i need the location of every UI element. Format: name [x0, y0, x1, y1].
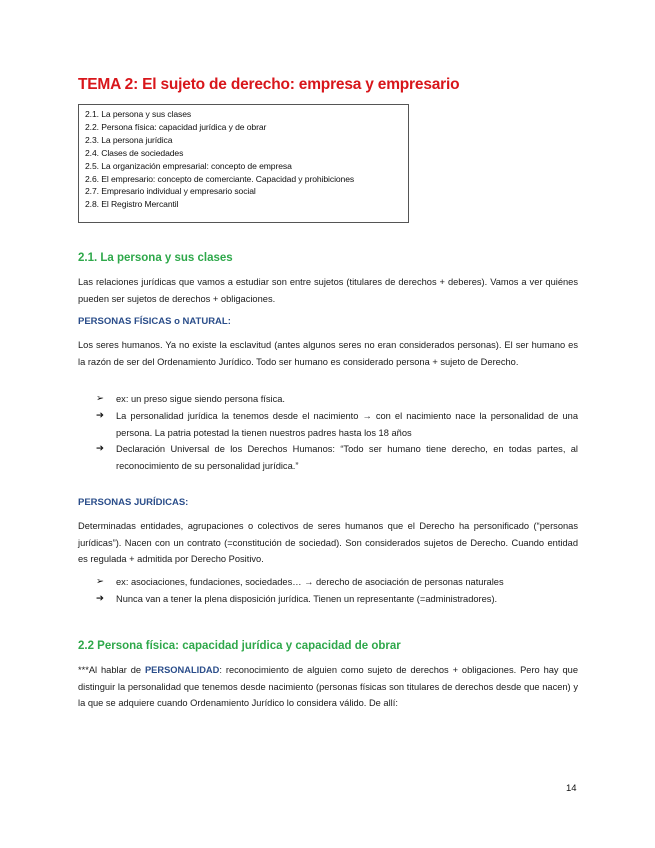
paragraph-prefix: ***Al hablar de	[78, 665, 145, 675]
table-of-contents	[78, 104, 409, 223]
personas-juridicas-paragraph: Determinadas entidades, agrupaciones o colectivos de seres humanos que el Derecho ha personificado (“personas jurídicas”). Nacen con un contrato (=constitución de sociedad). Son considerados sujetos de Derecho. Cuando entidad es regulada + admitida por Derecho Positivo.	[78, 521, 578, 564]
list-item	[96, 591, 578, 608]
intro-paragraph: Las relaciones jurídicas que vamos a estudiar son entre sujetos (titulares de derechos + deberes). Vamos a ver quiénes pueden ser sujetos de derechos + obligaciones.	[78, 277, 578, 304]
toc-item: 2.6. El empresario: concepto de comerciante. Capacidad y prohibiciones	[85, 173, 355, 184]
toc-item: 2.5. La organización empresarial: concepto de empresa	[85, 160, 292, 171]
list-item	[96, 391, 578, 408]
toc-item: 2.4. Clases de sociedades	[85, 147, 184, 158]
list-item-text: ex: un preso sigue siendo persona física.	[116, 394, 285, 404]
list-item-text: La personalidad jurídica la tenemos desde el nacimiento → con el nacimiento nace la personalidad de una persona. La patria potestad la tienen nuestros padres hasta los 18 años	[116, 411, 578, 438]
personas-juridicas-heading: PERSONAS JURÍDICAS:	[78, 497, 189, 508]
list-item-text: Nunca van a tener la plena disposición jurídica. Tienen un representante (=administradores).	[116, 594, 498, 604]
personalidad-paragraph	[78, 662, 578, 712]
list-item	[96, 408, 578, 441]
personalidad-keyword: PERSONALIDAD	[144, 665, 220, 675]
page-number: 14	[566, 783, 577, 794]
bullet-arrow-icon: ➔	[96, 443, 104, 454]
list-item-text: ex: asociaciones, fundaciones, sociedades… → derecho de asociación de personas naturales	[116, 577, 504, 587]
section-heading-2-1: 2.1. La persona y sus clases	[78, 252, 233, 264]
toc-item: 2.7. Empresario individual y empresario social	[85, 186, 256, 197]
bullet-arrowhead-icon: ➢	[96, 576, 104, 587]
personas-fisicas-heading: PERSONAS FÍSICAS o NATURAL:	[78, 316, 231, 327]
list-item	[96, 441, 578, 474]
bullet-arrowhead-icon: ➢	[96, 393, 104, 404]
toc-item: 2.3. La persona jurídica	[85, 134, 173, 145]
page-title: TEMA 2: El sujeto de derecho: empresa y empresario	[78, 76, 460, 93]
section-heading-2-2: 2.2 Persona física: capacidad jurídica y capacidad de obrar	[78, 640, 401, 652]
personas-fisicas-paragraph: Los seres humanos. Ya no existe la esclavitud (antes algunos seres no eran considerados personas). El ser humano es la razón de ser del Ordenamiento Jurídico. Todo ser humano es considerado persona + sujeto de Derecho.	[78, 340, 578, 367]
toc-item: 2.1. La persona y sus clases	[85, 109, 192, 119]
toc-item: 2.8. El Registro Mercantil	[85, 199, 179, 210]
list-item	[96, 574, 578, 591]
list-item-text: Declaración Universal de los Derechos Humanos: “Todo ser humano tiene derecho, en todas partes, al reconocimiento de su personalidad jurídica.”	[116, 444, 578, 471]
paragraph-rest: : reconocimiento de alguien como sujeto de derechos + obligaciones. Pero hay que distinguir la personalidad que tenemos desde nacimiento (personas físicas son titulares de derechos desde que nacen) y la que se adquiere cuando Ordenamiento Jurídico lo considera válido. De allí:	[78, 665, 578, 708]
toc-item: 2.2. Persona física: capacidad jurídica y de obrar	[85, 121, 267, 132]
bullet-arrow-icon: ➔	[96, 593, 104, 604]
bullet-arrow-icon: ➔	[96, 410, 104, 421]
